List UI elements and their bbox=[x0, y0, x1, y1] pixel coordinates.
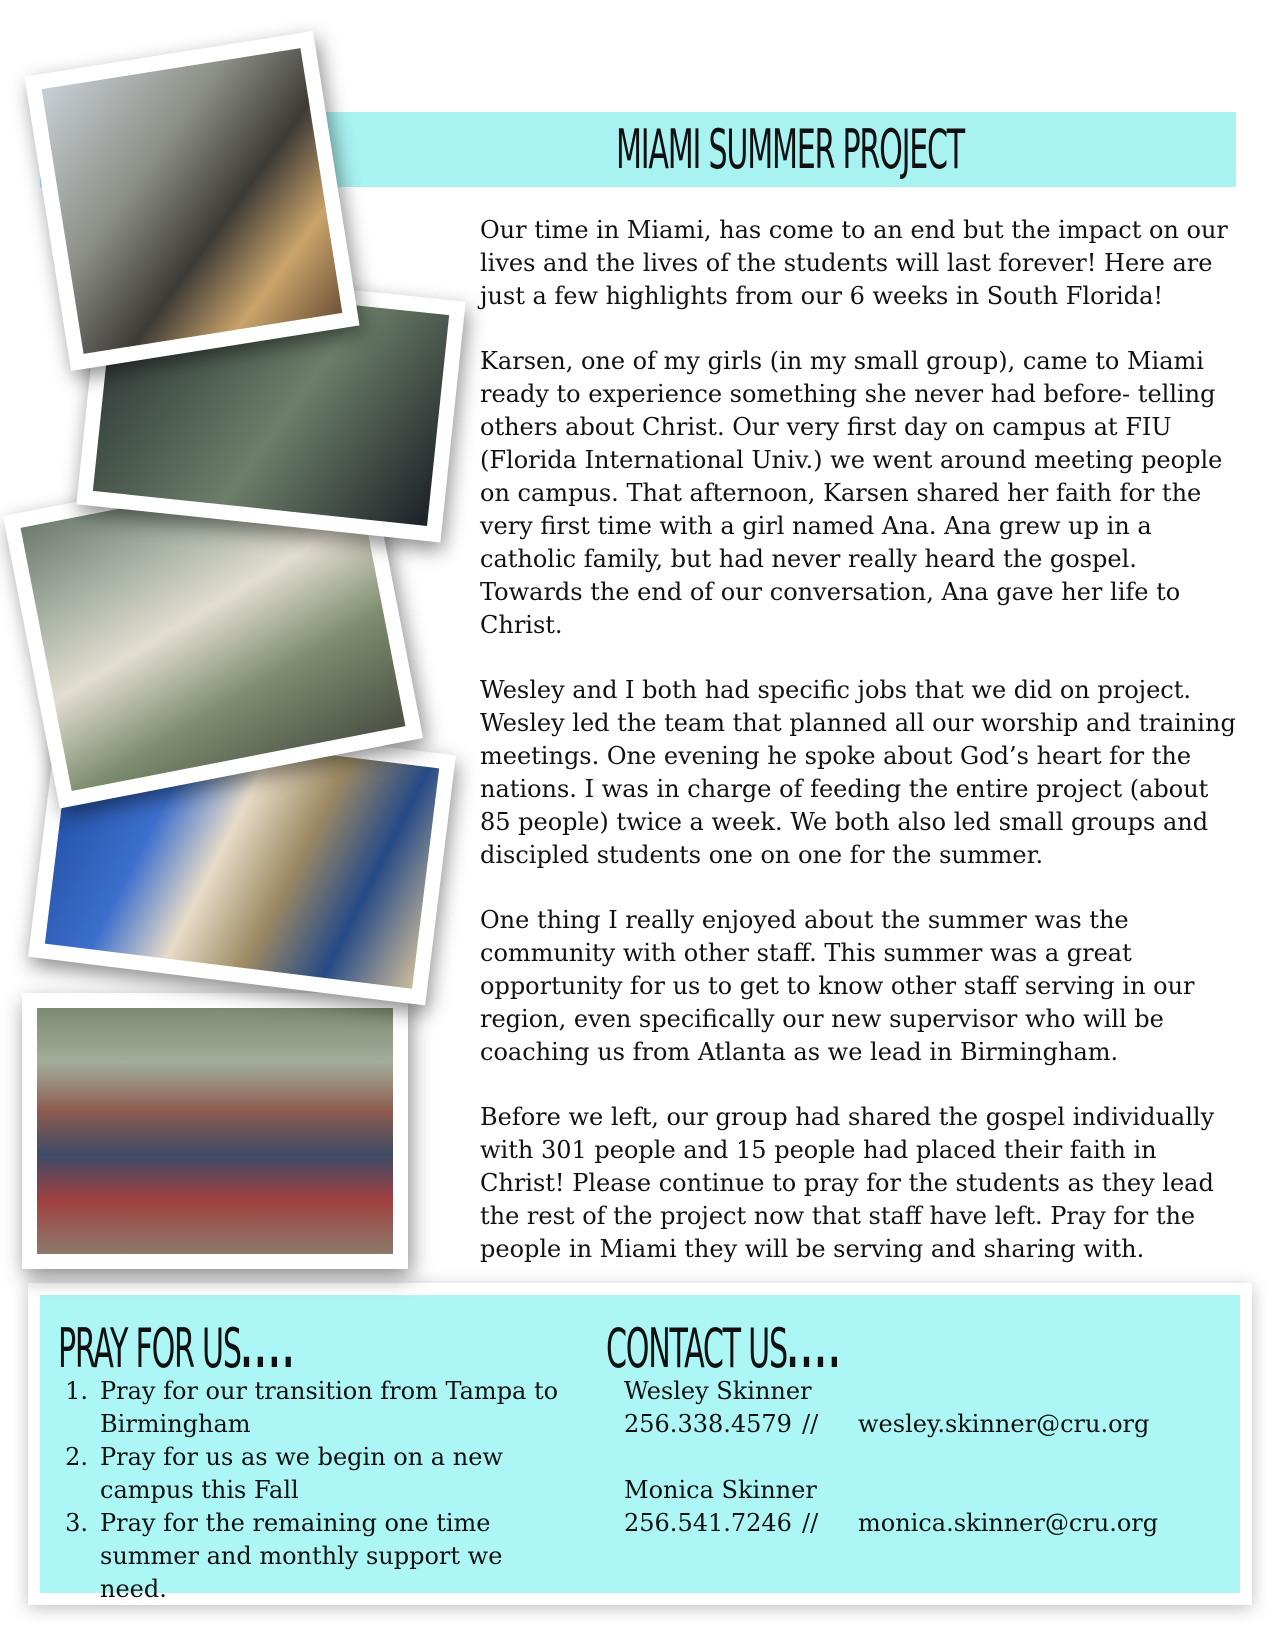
pray-item-text: Pray for us as we begin on a new campus this Fall bbox=[100, 1443, 503, 1504]
pray-item bbox=[48, 1441, 568, 1507]
footer-panel bbox=[40, 1295, 1240, 1603]
pray-item-number: 1. bbox=[65, 1377, 88, 1405]
pray-item bbox=[48, 1375, 568, 1441]
photo-project-group bbox=[22, 993, 408, 1269]
article-paragraph: One thing I really enjoyed about the summer was the community with other staff. This summer was a great opportunity for us to get to know other staff serving in our region, even specifically our new supervisor who will be coaching us from Atlanta as we lead in Birmingham. bbox=[480, 906, 1195, 1066]
photo-image bbox=[42, 48, 343, 354]
article-paragraph: Our time in Miami, has come to an end but the impact on our lives and the lives of the students will last forever! Here are just a few highlights from our 6 weeks in South Florida! bbox=[480, 216, 1228, 310]
contact-name: Monica Skinner bbox=[624, 1476, 817, 1504]
contact-email[interactable]: wesley.skinner@cru.org bbox=[858, 1410, 1150, 1438]
article-paragraph: Wesley and I both had specific jobs that we did on project. Wesley led the team that planned all our worship and training meetings. One evening he spoke about God’s heart for the nations. I was in charge of feeding the entire project (about 85 people) twice a week. We both also led small groups and discipled students one on one for the summer. bbox=[480, 676, 1236, 869]
page-title: MIAMI SUMMER PROJECT bbox=[616, 118, 964, 181]
contact-heading bbox=[606, 1317, 843, 1380]
pray-heading-text: PRAY FOR US bbox=[58, 1317, 241, 1380]
pray-item bbox=[48, 1507, 568, 1606]
contact-entry-monica bbox=[624, 1474, 1158, 1540]
contact-separator: // bbox=[802, 1410, 819, 1438]
article-paragraph: Before we left, our group had shared the gospel individually with 301 people and 15 people had placed their faith in Christ! Please continue to pray for the students as they lead the rest of the project now that staff have left. Pray for the people in Miami they will be serving and sharing with. bbox=[480, 1103, 1215, 1263]
pray-heading-dots: .... bbox=[240, 1317, 297, 1380]
article-paragraph: Karsen, one of my girls (in my small group), came to Miami ready to experience something she never had before- telling others about Christ. Our very first day on campus at FIU (Florida International Univ.) we went around meeting people on campus. That afternoon, Karsen shared her faith for the very first time with a girl named Ana. Ana grew up in a catholic family, but had never really heard the gospel. Towards the end of our conversation, Ana gave her life to Christ. bbox=[480, 347, 1223, 639]
contact-heading-text: CONTACT US bbox=[606, 1317, 787, 1380]
pray-list bbox=[48, 1375, 568, 1606]
contact-line bbox=[624, 1408, 1149, 1441]
pray-item-number: 3. bbox=[65, 1509, 88, 1537]
pray-item-number: 2. bbox=[65, 1443, 88, 1471]
footer-box bbox=[28, 1283, 1252, 1605]
contact-line bbox=[624, 1507, 1158, 1540]
contact-separator: // bbox=[802, 1509, 819, 1537]
contact-email[interactable]: monica.skinner@cru.org bbox=[858, 1509, 1159, 1537]
contact-name: Wesley Skinner bbox=[624, 1377, 812, 1405]
pray-item-text: Pray for our transition from Tampa to Birmingham bbox=[100, 1377, 559, 1438]
pray-item-text: Pray for the remaining one time summer and monthly support we need. bbox=[100, 1509, 503, 1603]
photo-image bbox=[37, 1008, 393, 1254]
pray-heading bbox=[58, 1317, 296, 1380]
contact-heading-dots: .... bbox=[786, 1317, 843, 1380]
article-body bbox=[480, 214, 1240, 1298]
contact-phone: 256.541.7246 bbox=[624, 1509, 792, 1537]
contact-phone: 256.338.4579 bbox=[624, 1410, 792, 1438]
photo-three-women bbox=[24, 31, 359, 371]
contact-entry-wesley bbox=[624, 1375, 1149, 1441]
